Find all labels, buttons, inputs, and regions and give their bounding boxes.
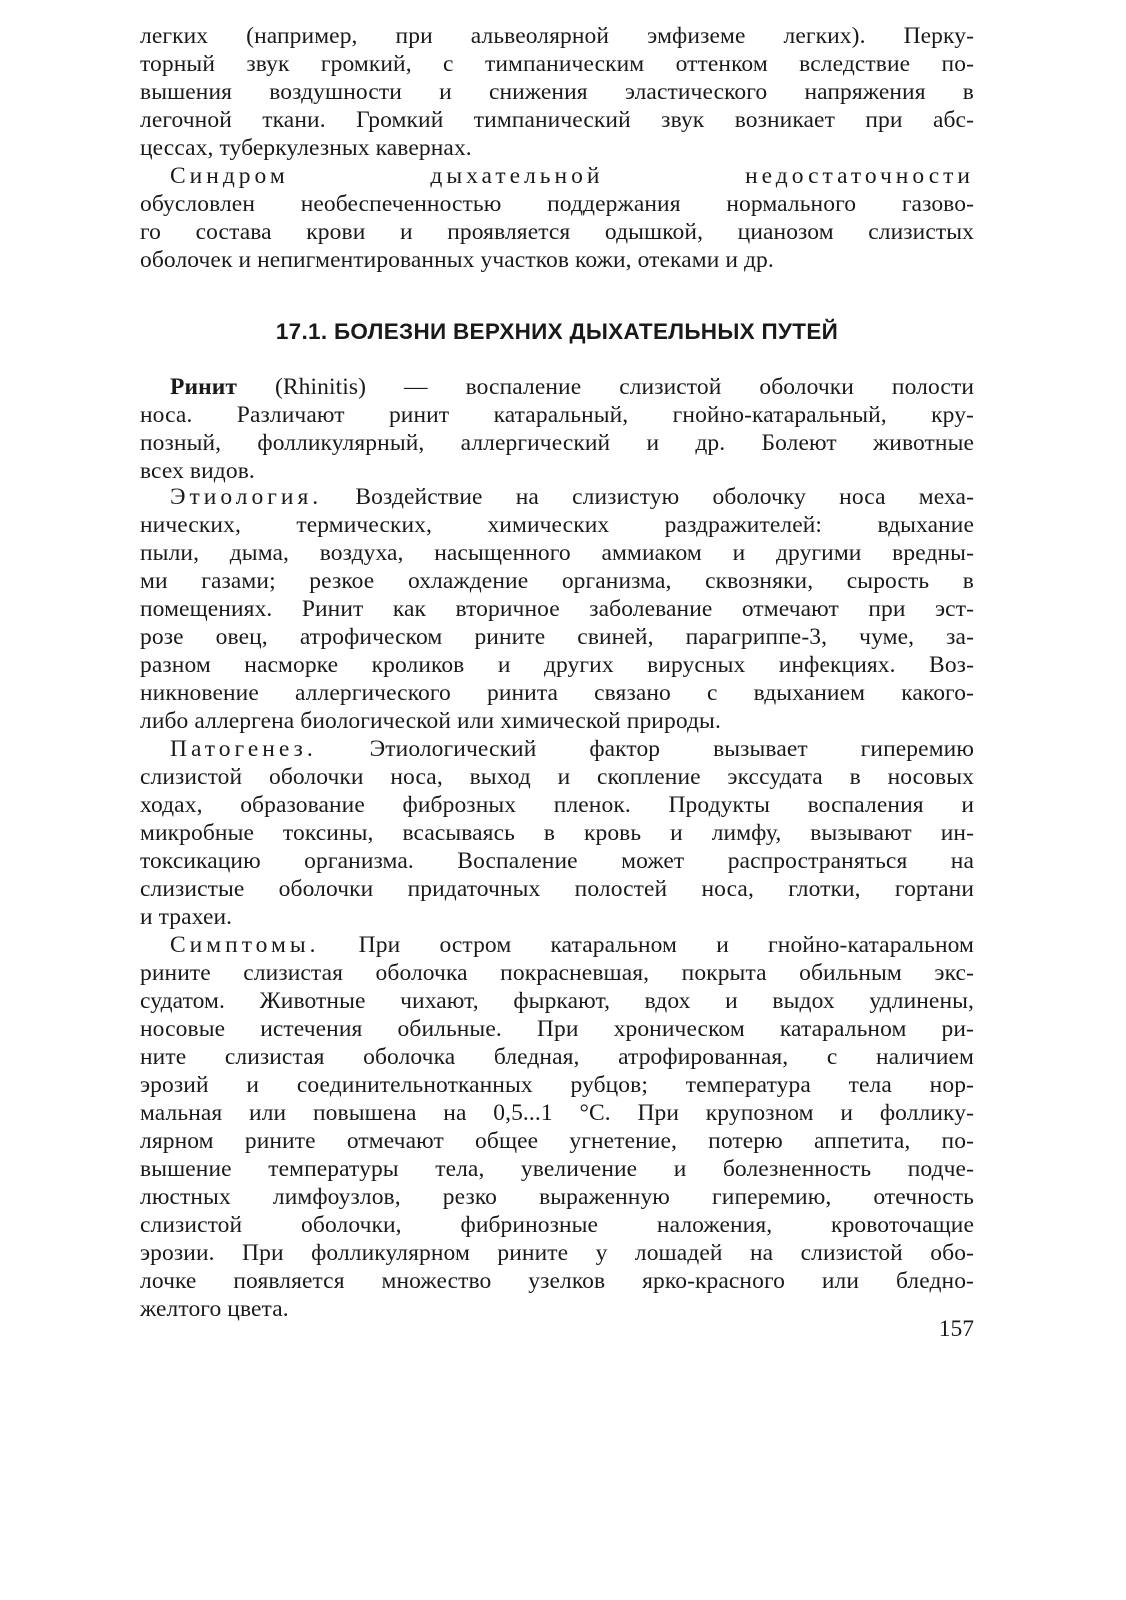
rhinitis-first-line: (Rhinitis) — воспаление слизистой оболочки полости [237,374,974,400]
text-line [170,735,974,763]
symptoms-term: Симптомы. [170,932,320,958]
text-line: слизистой оболочки носа, выход и скопление экссудата в носовых [140,764,974,790]
text-line: никновение аллергического ринита связано с вдыханием какого- [140,680,974,706]
text-line: вышение температуры тела, увеличение и болезненность подче- [140,1156,974,1182]
text-line: легких (например, при альвеолярной эмфиземе легких). Перку- [140,23,974,49]
text-line: эрозии. При фолликулярном рините у лошадей на слизистой обо- [140,1240,974,1266]
syndrome-term: Синдром дыхательной недостаточности [170,163,974,189]
text-line: цессах, туберкулезных кавернах. [140,135,472,161]
text-line [170,931,974,959]
page-number: 157 [938,1316,974,1342]
text-line: микробные токсины, всасываясь в кровь и лимфу, вызывают ин- [140,820,974,846]
etiology-first-line: Воздействие на слизистую оболочку носа меха- [322,484,974,510]
section-heading: 17.1. БОЛЕЗНИ ВЕРХНИХ ДЫХАТЕЛЬНЫХ ПУТЕЙ [275,319,839,344]
text-line: и трахеи. [140,904,233,930]
text-line: носовые истечения обильные. При хроническом катаральном ри- [140,1016,974,1042]
text-line: эрозий и соединительнотканных рубцов; температура тела нор- [140,1072,974,1098]
symptoms-first-line: При остром катаральном и гнойно-катаральном [319,932,974,958]
text-line: мальная или повышена на 0,5...1 °С. При крупозном и фоллику- [140,1100,974,1126]
text-line: слизистой оболочки, фибринозные наложения, кровоточащие [140,1212,974,1238]
text-line: помещениях. Ринит как вторичное заболевание отмечают при эст- [140,596,974,622]
text-line: розе овец, атрофическом рините свиней, парагриппе-3, чуме, за- [140,624,974,650]
text-line: ните слизистая оболочка бледная, атрофированная, с наличием [140,1044,974,1070]
text-line: торный звук громкий, с тимпаническим оттенком вследствие по- [140,51,974,77]
text-line: слизистые оболочки придаточных полостей носа, глотки, гортани [140,876,974,902]
text-line: люстных лимфоузлов, резко выраженную гиперемию, отечность [140,1184,974,1210]
text-line: обусловлен необеспеченностью поддержания нормального газово- [140,191,974,217]
etiology-term: Этиология. [170,484,323,510]
text-line: рините слизистая оболочка покрасневшая, покрыта обильным экс- [140,960,974,986]
text-line: желтого цвета. [140,1296,289,1322]
text-line: легочной ткани. Громкий тимпанический звук возникает при абс- [140,107,974,133]
text-line: разном насморке кроликов и других вирусных инфекциях. Воз- [140,652,974,678]
text-line [170,373,974,401]
text-line: ми газами; резкое охлаждение организма, сквозняки, сырость в [140,568,974,594]
text-line: вышения воздушности и снижения эластического напряжения в [140,79,974,105]
text-line [170,483,974,511]
text-line: лярном рините отмечают общее угнетение, потерю аппетита, по- [140,1128,974,1154]
rhinitis-term: Ринит [170,374,238,400]
text-line: нических, термических, химических раздражителей: вдыхание [140,512,974,538]
text-line: либо аллергена биологической или химической природы. [140,708,721,734]
text-line: токсикацию организма. Воспаление может распространяться на [140,848,974,874]
text-line: всех видов. [140,458,255,484]
pathogenesis-term: Патогенез. [170,736,317,762]
text-line: судатом. Животные чихают, фыркают, вдох и выдох удлинены, [140,988,974,1014]
text-line: позный, фолликулярный, аллергический и др. Болеют животные [140,430,974,456]
text-line: ходах, образование фиброзных пленок. Продукты воспаления и [140,792,974,818]
text-line: пыли, дыма, воздуха, насыщенного аммиаком и другими вредны- [140,540,974,566]
text-line: го состава крови и проявляется одышкой, цианозом слизистых [140,219,974,245]
text-line: носа. Различают ринит катаральный, гнойно-катаральный, кру- [140,402,974,428]
text-line [170,162,974,190]
text-line: лочке появляется множество узелков ярко-красного или бледно- [140,1268,974,1294]
pathogenesis-first-line: Этиологический фактор вызывает гиперемию [316,736,974,762]
text-line: оболочек и непигментированных участков кожи, отеками и др. [140,247,774,273]
